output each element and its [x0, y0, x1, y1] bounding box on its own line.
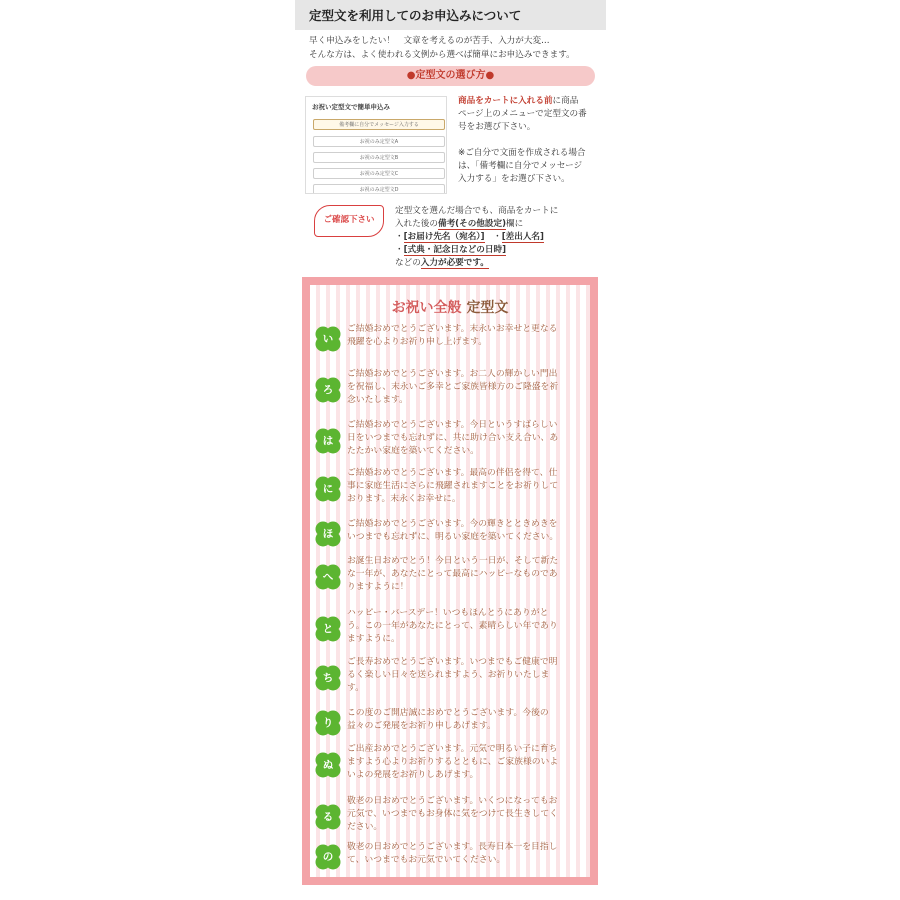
template-text — [347, 841, 589, 867]
howto-text — [458, 95, 598, 186]
item-mark: ぬ — [322, 759, 334, 771]
item-mark: ろ — [322, 384, 334, 396]
confirm-fragment: ・ — [484, 232, 502, 242]
panel-title — [310, 297, 590, 317]
menu-option-button[interactable]: 備考欄に自分でメッセージ入力する — [313, 119, 445, 130]
howto-note: は、「備考欄に自分でメッセージ — [458, 161, 583, 171]
template-line: ご長寿おめでとうございます。いつまでもご健康で明 — [347, 657, 558, 667]
confirm-text — [395, 205, 605, 270]
clover-icon — [314, 376, 342, 404]
template-text — [347, 795, 589, 834]
clover-icon — [314, 427, 342, 455]
template-line: るく楽しい日々を送られますよう、お祈りいたしま — [347, 670, 550, 680]
section-title: 定型文を利用してのお申込みについて — [309, 8, 522, 23]
template-line: ご結婚おめでとうございます。最高の伴侶を得て、仕 — [347, 468, 558, 478]
item-mark: の — [322, 851, 334, 863]
template-line: て、いつまでもお元気でいてください。 — [347, 855, 506, 865]
clover-icon — [314, 709, 342, 737]
item-mark: は — [322, 435, 334, 447]
menu-option-button[interactable]: お祝のみ定型文B — [313, 152, 445, 163]
item-mark: り — [322, 717, 334, 729]
template-item — [310, 419, 590, 469]
template-line: ご結婚おめでとうございます。お二人の輝かしい門出 — [347, 369, 558, 379]
template-line: お誕生日おめでとう！今日という一日が、そして新た — [347, 556, 559, 566]
template-line: 敬老の日おめでとうございます。いくつになってもお — [347, 796, 558, 806]
template-text — [347, 743, 589, 782]
clover-icon — [314, 325, 342, 353]
confirm-underlined: [差出人名] — [501, 232, 544, 242]
template-text — [347, 368, 589, 407]
intro-line: そんな方は、よく使われる文例から選べば簡単にお申込みできます。 — [309, 50, 575, 60]
template-line: 敬老の日おめでとうございます。長寿日本一を目指し — [347, 842, 558, 852]
item-mark: い — [322, 333, 334, 345]
item-mark: へ — [322, 571, 334, 583]
template-line: いつまでも忘れずに、明るい家庭を築いてください。 — [347, 532, 559, 542]
template-text — [347, 555, 589, 594]
template-line: 益々のご発展をお祈り申しあげます。 — [347, 721, 496, 731]
menu-screenshot — [305, 96, 447, 194]
template-item — [310, 743, 590, 793]
panel-title-sub: 定型文 — [466, 300, 509, 316]
clover-icon — [314, 843, 342, 871]
template-line: ますよう心よりお祈りするとともに、ご家族様のいよ — [347, 757, 559, 767]
template-panel-inner — [310, 285, 590, 877]
confirm-underlined: [お届け先名（宛名）] — [403, 232, 485, 242]
template-line: ご出産おめでとうございます。元気で明るい子に育ち — [347, 744, 558, 754]
template-line: いよの発展をお祈りしあげます。 — [347, 770, 479, 780]
template-line: 日をいつまでも忘れずに、共に助け合い支え合い、あ — [347, 433, 559, 443]
howto-emphasis: 商品をカートに入れる前 — [458, 96, 553, 106]
item-mark: る — [322, 811, 334, 823]
clover-icon — [314, 664, 342, 692]
template-line: 元気で、いつまでもお身体に気をつけて長生きしてく — [347, 809, 558, 819]
template-line: たたかい家庭を築いてください。 — [347, 446, 479, 456]
confirm-fragment: 入れた後の — [395, 219, 438, 229]
template-line: ださい。 — [347, 822, 383, 832]
clover-icon — [314, 475, 342, 503]
clover-icon — [314, 520, 342, 548]
template-line: す。 — [347, 683, 364, 693]
template-panel — [302, 277, 598, 885]
item-mark: ほ — [322, 528, 334, 540]
howto-note: 入力する」をお選び下さい。 — [458, 174, 570, 184]
template-text — [347, 467, 589, 506]
menu-option-button[interactable]: お祝のみ定型文D — [313, 184, 445, 194]
menu-option-button[interactable]: お祝のみ定型文C — [313, 168, 445, 179]
template-item — [310, 555, 590, 605]
template-line: ご結婚おめでとうございます。末永いお幸せと更なる — [347, 324, 558, 334]
confirm-underlined: 備考(その他設定) — [437, 219, 506, 229]
template-line: 飛躍を心よりお祈り申し上げます。 — [347, 337, 488, 347]
template-line: ご結婚おめでとうございます。今日というすばらしい — [347, 420, 558, 430]
howto-line: ページ上のメニューで定型文の番 — [458, 109, 587, 119]
template-text — [347, 707, 589, 733]
template-line: ハッピー・バースデー！いつもほんとうにありがと — [347, 608, 549, 618]
confirm-line: 定型文を選んだ場合でも、商品をカートに — [395, 206, 559, 216]
confirm-fragment: ・ — [395, 232, 404, 242]
confirm-fragment: などの — [395, 258, 421, 268]
clover-icon — [314, 563, 342, 591]
howto-line: に商品 — [552, 96, 579, 106]
confirm-underlined: [式典・記念日などの日時] — [403, 245, 506, 255]
item-mark: に — [322, 483, 334, 495]
template-item — [310, 467, 590, 517]
template-item — [310, 368, 590, 418]
template-text — [347, 656, 589, 695]
template-text — [347, 419, 589, 458]
template-item — [310, 323, 590, 373]
clover-icon — [314, 751, 342, 779]
section-header — [295, 0, 606, 30]
howto-heading: ●定型文の選び方● — [306, 66, 595, 86]
panel-title-main: お祝い全般 — [391, 300, 462, 316]
template-line: な一年が、あなたにとって最高にハッピーなものであ — [347, 569, 558, 579]
howto-note: ※ご自分で文面を作成される場合 — [458, 148, 586, 158]
template-line: りますように！ — [347, 582, 409, 592]
menu-title: お祝い定型文で簡単申込み — [312, 103, 390, 111]
template-line: 念いたします。 — [347, 395, 408, 405]
clover-icon — [314, 803, 342, 831]
intro-line: 早く申込みをしたい！ 文章を考えるのが苦手、入力が大変… — [309, 36, 550, 46]
template-line: ご結婚おめでとうございます。今の輝きとときめきを — [347, 519, 558, 529]
confirm-badge: ご確認下さい — [314, 205, 384, 237]
template-item — [310, 795, 590, 845]
howto-line: 号をお選び下さい。 — [458, 122, 536, 132]
template-item — [310, 656, 590, 706]
clover-icon — [314, 615, 342, 643]
confirm-fragment: ・ — [395, 245, 404, 255]
template-line: う。この一年があなたにとって、素晴らしい年であり — [347, 621, 558, 631]
item-mark: ち — [322, 672, 334, 684]
template-text — [347, 607, 589, 646]
template-line: を祝福し、末永いご多幸とご家族皆様方のご隆盛を祈 — [347, 382, 559, 392]
menu-option-button[interactable]: お祝のみ定型文A — [313, 136, 445, 147]
confirm-underlined: 入力が必要です。 — [420, 258, 489, 268]
template-line: おります。末永くお幸せに。 — [347, 494, 461, 504]
template-line: 事に家庭生活にさらに飛躍されますことをお祈りして — [347, 481, 559, 491]
item-mark: と — [322, 623, 334, 635]
intro-text — [309, 34, 609, 62]
template-item — [310, 607, 590, 657]
template-line: ますように。 — [347, 634, 400, 644]
template-text — [347, 518, 589, 544]
template-line: この度のご開店誠におめでとうございます。今後の — [347, 708, 549, 718]
template-item — [310, 841, 590, 891]
template-text — [347, 323, 589, 349]
confirm-fragment: 欄に — [506, 219, 524, 229]
